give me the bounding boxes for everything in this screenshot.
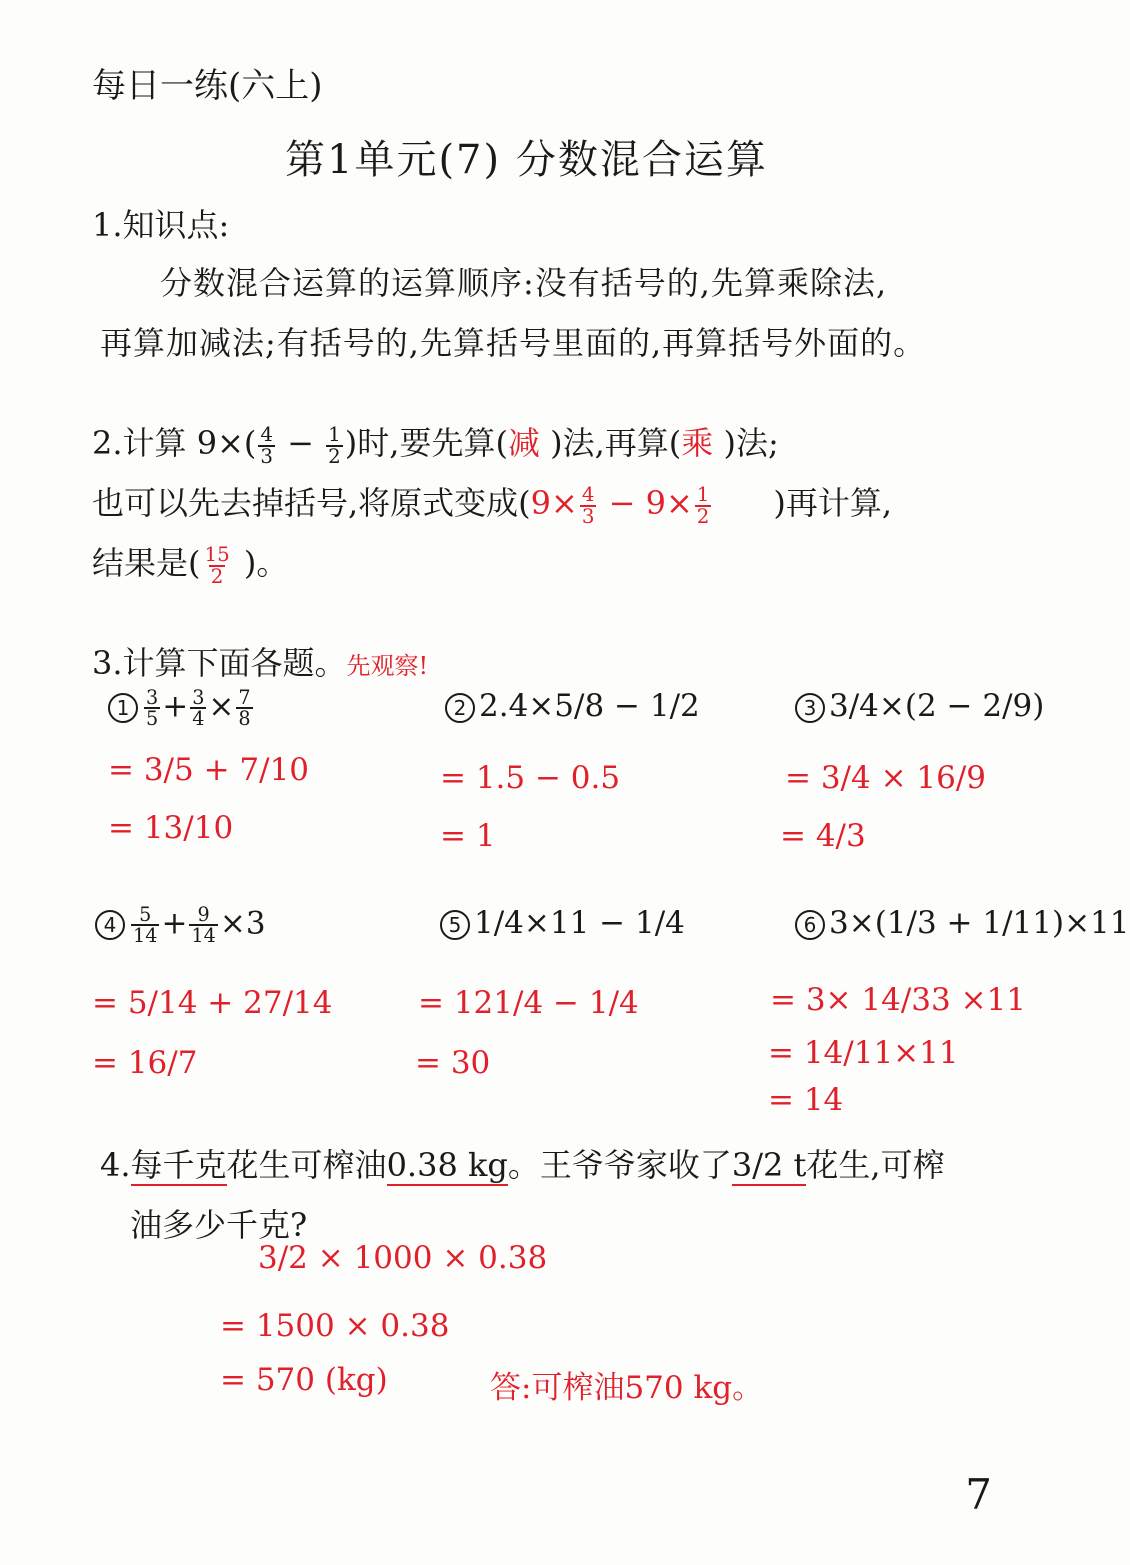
section4-answer: 答:可榨油570 kg。 <box>490 1370 764 1406</box>
problem-3-step1: = 3/4 × 16/9 <box>785 760 987 796</box>
header: 每日一练(六上) <box>92 66 323 106</box>
problem-1-step1: = 3/5 + 7/10 <box>108 752 310 788</box>
answer-expanded: 9× $\frac{4}{3}$ − 9× $\frac{1}{2}$ <box>530 482 710 528</box>
problem-3-step2: = 4/3 <box>780 818 866 854</box>
section3-heading: 3.计算下面各题。先观察! <box>92 644 429 682</box>
answer-result: $\frac{15}{2}$ <box>204 542 230 588</box>
section4-line2: 油多少千克? <box>130 1206 308 1244</box>
section1-line1: 分数混合运算的运算顺序:没有括号的,先算乘除法, <box>160 264 888 302</box>
problem-5-step1: = 121/4 − 1/4 <box>418 985 639 1021</box>
problem-5: 5 1/4×11 − 1/4 <box>440 905 685 941</box>
section2-line1: 2.计算 9×( $\frac{4}{3}$ − $\frac{1}{2}$ )时,要先算(减 )法,再算(乘 )法; <box>92 422 779 468</box>
observe-note: 先观察! <box>346 652 429 680</box>
answer-subtract: 减 <box>507 424 540 462</box>
section4-step1: = 1500 × 0.38 <box>220 1308 450 1344</box>
page-title: 第1单元(7) 分数混合运算 <box>285 137 768 183</box>
problem-1: 1 $\frac{3}{5}$ + $\frac{3}{4}$ × $\frac{7}{8}$ <box>108 688 255 728</box>
problem-2-step2: = 1 <box>440 818 496 854</box>
problem-6-step2: = 14/11×11 <box>768 1035 959 1071</box>
problem-5-step2: = 30 <box>415 1045 491 1081</box>
section4-step0: 3/2 × 1000 × 0.38 <box>258 1240 548 1276</box>
problem-2: 2 2.4×5/8 − 1/2 <box>445 688 700 724</box>
section2-line3: 结果是( $\frac{15}{2}$ )。 <box>92 542 289 588</box>
problem-6-step1: = 3× 14/33 ×11 <box>770 982 1026 1018</box>
section4-step2: = 570 (kg) <box>220 1362 388 1398</box>
section2-line2: 也可以先去掉括号,将原式变成(9× $\frac{4}{3}$ − 9× $\frac{1}{2}$ )再计算, <box>92 482 893 528</box>
section4-line1: 4.每千克花生可榨油0.38 kg。王爷爷家收了3/2 t花生,可榨 <box>100 1146 945 1184</box>
problem-4: 4 $\frac{5}{14}$ + $\frac{9}{14}$ ×3 <box>95 905 266 945</box>
problem-2-step1: = 1.5 − 0.5 <box>440 760 621 796</box>
section1-line2: 再算加减法;有括号的,先算括号里面的,再算括号外面的。 <box>100 324 927 362</box>
problem-6: 6 3×(1/3 + 1/11)×11 <box>795 905 1130 941</box>
problem-1-step2: = 13/10 <box>108 810 234 846</box>
problem-3: 3 3/4×(2 − 2/9) <box>795 688 1044 724</box>
page-number: 7 <box>965 1470 992 1519</box>
section1-heading: 1.知识点: <box>92 206 230 244</box>
problem-4-step1: = 5/14 + 27/14 <box>92 985 333 1021</box>
problem-6-step3: = 14 <box>768 1082 844 1118</box>
problem-4-step2: = 16/7 <box>92 1045 198 1081</box>
answer-multiply: 乘 <box>681 424 714 462</box>
